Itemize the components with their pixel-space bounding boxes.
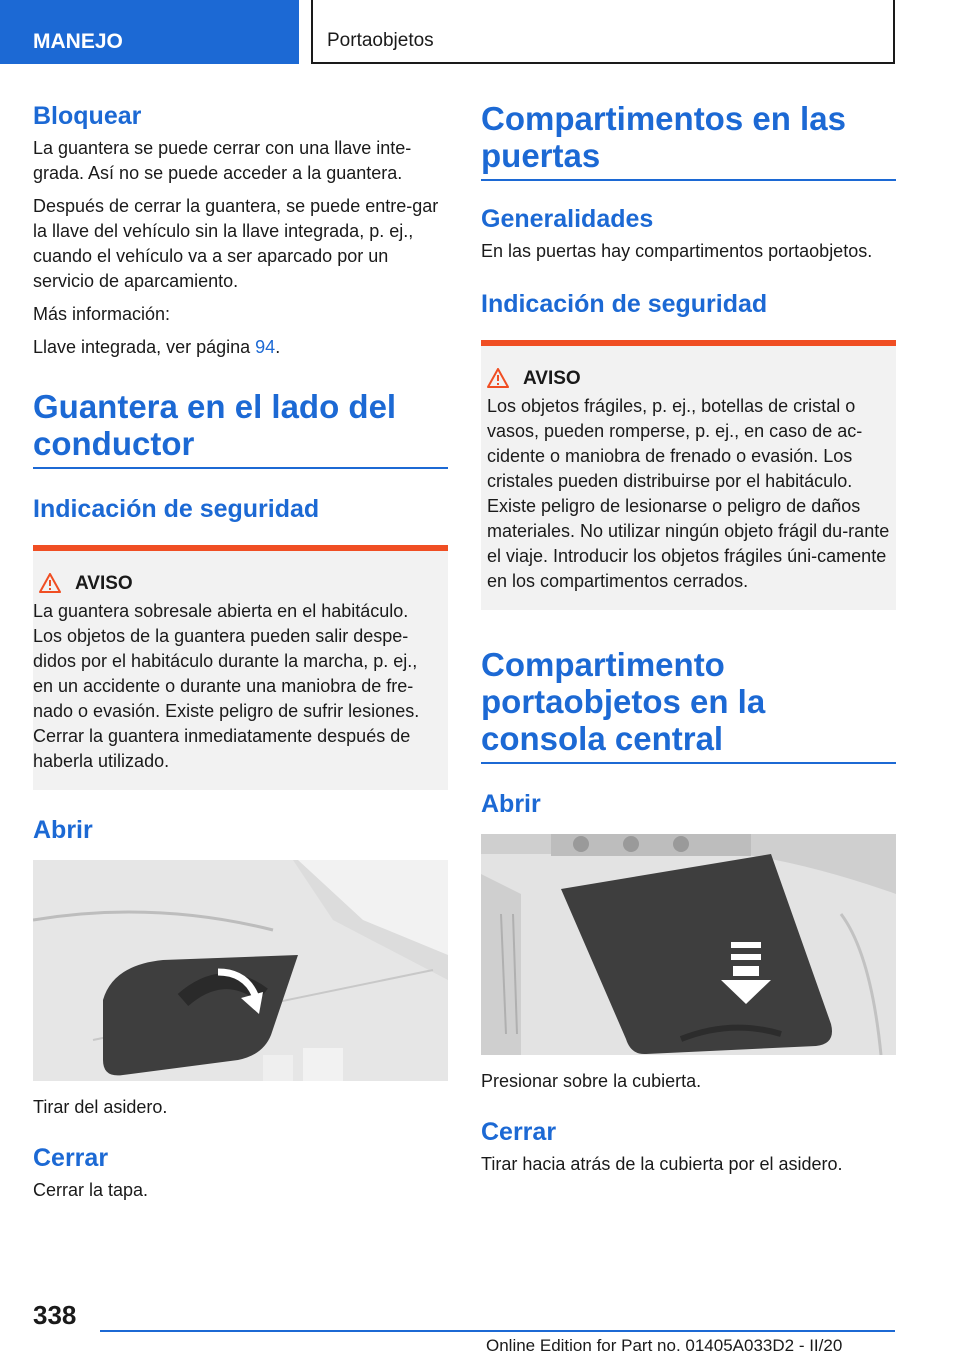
- glovebox-open-image: [33, 860, 448, 1081]
- key-reference-text: Llave integrada, ver página: [33, 337, 256, 357]
- page-number: 338: [33, 1300, 77, 1330]
- glovebox-heading: Guantera en el lado del conductor: [33, 388, 448, 469]
- key-reference-end: .: [275, 337, 281, 357]
- warning-label-right: AVISO: [523, 368, 581, 389]
- abrir-heading-left: Abrir: [33, 816, 93, 844]
- warning-triangle-icon: [481, 368, 515, 390]
- generalidades-heading: Generalidades: [481, 205, 654, 233]
- warning-triangle-icon: [33, 573, 67, 595]
- chapter-label: Portaobjetos: [327, 30, 434, 51]
- door-compartments-heading: Compartimentos en las puertas: [481, 100, 896, 181]
- generalidades-text: En las puertas hay compartimentos portaobjetos.: [481, 241, 873, 261]
- warning-text-right: Los objetos frágiles, p. ej., botellas de cristal o vasos, pueden romperse, p. ej., en caso de ac-cidente o maniobra de frenado o evasión. Los cristales pueden distribuirse por el habitáculo. Existe peligro de lesionarse o peligro de daños materiales. No utilizar ningún objeto frágil du-rante el viaje. Introducir los objetos frágiles úni-camente en los compartimentos cerrados.: [487, 396, 890, 591]
- warning-text-left: La guantera sobresale abierta en el habitáculo. Los objetos de la guantera pueden salir despe-didos por el habitáculo durante la marcha, p. ej., en un accidente o durante una maniobra de fre-nado o evasión. Existe peligro de sufrir lesiones. Cerrar la guantera inmediatamente después de haberla utilizado.: [33, 601, 420, 771]
- section-tab: [0, 0, 299, 64]
- warning-label-left: AVISO: [75, 573, 133, 594]
- more-info-label: Más información:: [33, 304, 171, 324]
- safety-heading-right: Indicación de seguridad: [481, 290, 768, 318]
- warning-header-left: [33, 573, 442, 595]
- section-label: MANEJO: [33, 30, 123, 53]
- cerrar-heading-right: Cerrar: [481, 1118, 557, 1146]
- cerrar-heading-left: Cerrar: [33, 1144, 109, 1172]
- left-column: [33, 100, 448, 1203]
- abrir-heading-right: Abrir: [481, 790, 541, 818]
- footer-divider: [100, 1330, 895, 1332]
- bloquear-paragraph-2: Después de cerrar la guantera, se puede entre-gar la llave del vehículo sin la llave integrada, p. ej., cuando el vehículo va a ser aparcado por un servicio de aparcamiento.: [33, 196, 439, 291]
- cerrar-text-right: Tirar hacia atrás de la cubierta por el asidero.: [481, 1154, 843, 1174]
- right-column: [481, 100, 896, 1177]
- bloquear-heading: Bloquear: [33, 102, 142, 130]
- key-reference: [33, 335, 448, 360]
- abrir-caption-left: Tirar del asidero.: [33, 1097, 168, 1117]
- safety-heading-left: Indicación de seguridad: [33, 495, 320, 523]
- warning-box-right: [481, 340, 896, 610]
- chapter-header: [311, 0, 895, 64]
- bloquear-paragraph-1: La guantera se puede cerrar con una llave inte-grada. Así no se puede acceder a la guantera.: [33, 138, 412, 183]
- cerrar-text-left: Cerrar la tapa.: [33, 1180, 149, 1200]
- warning-header-right: [481, 368, 890, 390]
- console-open-image: [481, 834, 896, 1055]
- warning-box-left: [33, 545, 448, 790]
- center-console-heading: Compartimento portaobjetos en la consola central: [481, 646, 896, 764]
- abrir-caption-right: Presionar sobre la cubierta.: [481, 1071, 702, 1091]
- edition-footer: Online Edition for Part no. 01405A033D2 - II/20: [486, 1336, 843, 1355]
- page-link-94[interactable]: 94: [255, 337, 276, 357]
